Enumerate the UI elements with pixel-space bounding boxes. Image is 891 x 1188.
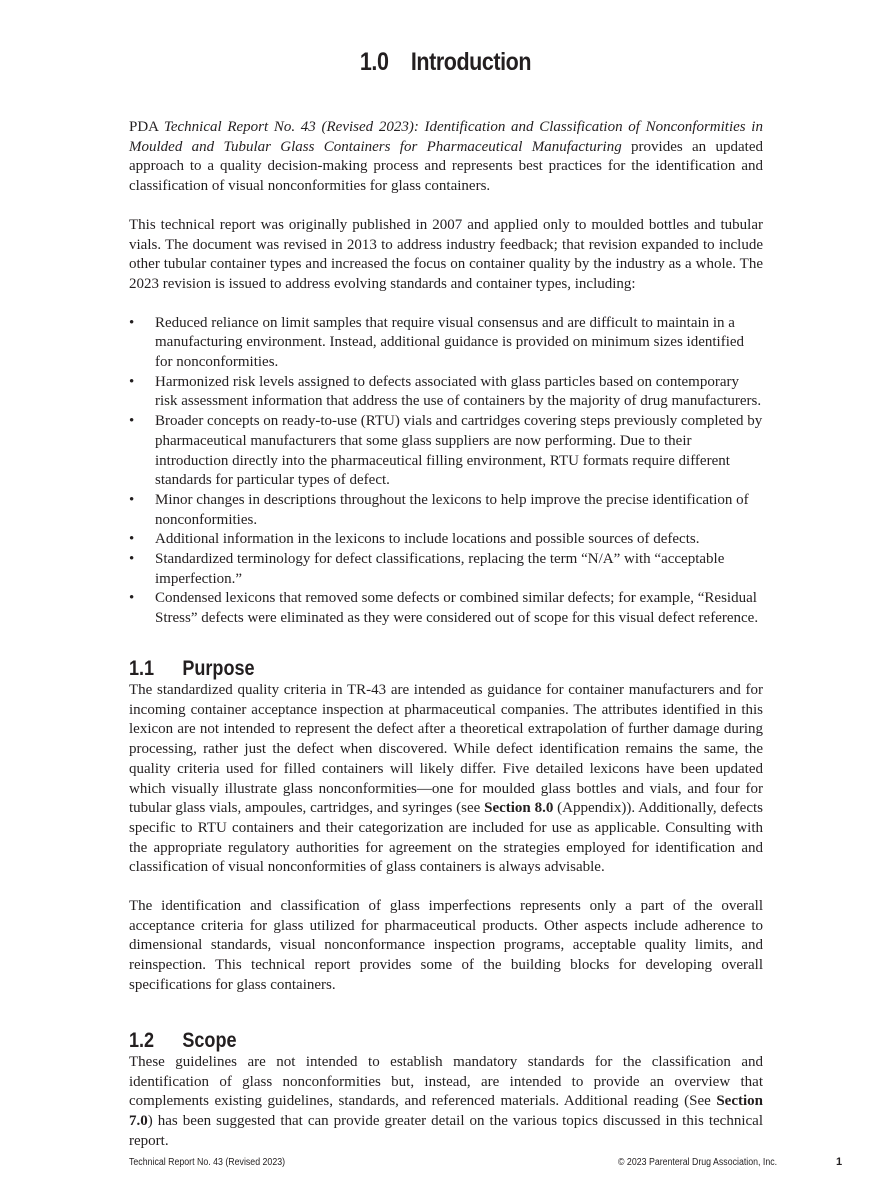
section-number: 1.0: [359, 48, 389, 76]
intro-prefix: PDA: [129, 119, 164, 135]
purpose-heading: [129, 657, 674, 681]
list-item-text: Condensed lexicons that removed some defects or combined similar defects; for example, “Residual Stress” defects were eliminated as they were considered out of scope for this visual defect reference.: [155, 590, 759, 627]
bullet-icon: •: [129, 413, 135, 430]
list-item: [129, 550, 763, 589]
section-reference-link[interactable]: Section 7.0: [129, 1093, 763, 1130]
list-item: [129, 491, 763, 530]
list-item-text: Minor changes in descriptions throughout the lexicons to help improve the precise identification of nonconformities.: [155, 491, 749, 528]
purpose-text-a: The standardized quality criteria in TR-43 are intended as guidance for container manufacturers and for incoming container acceptance inspection at pharmaceutical companies. The attributes identified in this lexicon are not intended to represent the defect after a theoretical extrapolation of further damage during processing, rather just the defect when discovered. While defect identification remains the same, the quality criteria used for filled containers will likely differ. Five detailed lexicons have been updated which visually illustrate glass nonconformities—one for moulded glass bottles and vials, and four for tubular glass vials, ampoules, cartridges, and syringes (see: [129, 682, 763, 817]
scope-heading: [129, 1029, 674, 1053]
list-item: [129, 314, 763, 373]
bullet-icon: •: [129, 551, 135, 568]
list-item-text: Broader concepts on ready-to-use (RTU) vials and cartridges covering steps previously completed by pharmaceutical manufacturers that some glass suppliers are now performing. Due to their introduction directly into the pharmaceutical filling environment, RTU formats require different standards for particular types of defect.: [155, 413, 763, 489]
footer-right: © 2023 Parenteral Drug Association, Inc.: [618, 1157, 778, 1168]
section-title: Introduction: [410, 48, 532, 76]
list-item: [129, 530, 763, 550]
list-item: [129, 412, 763, 491]
scope-block: [129, 1029, 763, 1152]
list-item-text: Standardized terminology for defect classifications, replacing the term “N/A” with “acceptable imperfection.”: [155, 551, 725, 587]
intro-rest: provides an updated approach to a quality decision-making process and represents best practices for the identification and classification of visual nonconformities for glass containers.: [129, 138, 763, 195]
purpose-paragraph-1: [129, 681, 763, 878]
purpose-block: [129, 657, 763, 996]
purpose-title: Purpose: [182, 657, 255, 680]
scope-text-b: ) has been suggested that can provide greater detail on the various topics discussed in this technical report.: [129, 1113, 763, 1149]
scope-text-a: These guidelines are not intended to establish mandatory standards for the classification and identification of glass nonconformities but, instead, are intended to provide an overview that complements existing guidelines, standards, and referenced materials. Additional reading (See: [129, 1054, 763, 1110]
bullet-icon: •: [129, 373, 135, 390]
list-item-text: Harmonized risk levels assigned to defects associated with glass particles based on contemporary risk assessment information that address the use of containers by the majority of drug manufacturers.: [155, 373, 762, 410]
bullet-icon: •: [129, 590, 135, 607]
report-title: Technical Report No. 43 (Revised 2023): Identification and Classification of Nonconformities in Moulded and Tubular Glass Containers for Pharmaceutical Manufacturing: [129, 119, 763, 155]
section-heading: [62, 48, 828, 77]
list-item-text: Reduced reliance on limit samples that require visual consensus and are difficult to maintain in a manufacturing environment. Instead, additional guidance is provided on minimum sizes identified for nonconformities.: [155, 314, 745, 371]
intro-block: [129, 118, 763, 629]
bullet-icon: •: [129, 531, 135, 548]
list-item-text: Additional information in the lexicons to include locations and possible sources of defects.: [155, 531, 700, 548]
bullet-icon: •: [129, 314, 135, 331]
scope-number: 1.2: [129, 1029, 155, 1052]
list-item: [129, 373, 763, 412]
intro-paragraph-2: This technical report was originally published in 2007 and applied only to moulded bottles and tubular vials. The document was revised in 2013 to address industry feedback; that revision expanded to include other tubular container types and increased the focus on container quality by the industry as a whole. The 2023 revision is issued to address evolving standards and container types, including:: [129, 216, 763, 292]
section-reference-link[interactable]: Section 8.0: [484, 800, 554, 817]
scope-title: Scope: [182, 1029, 237, 1052]
revision-list: [129, 314, 763, 629]
list-item: [129, 589, 763, 628]
purpose-paragraph-2: The identification and classification of glass imperfections represents only a part of the overall acceptance criteria for glass utilized for pharmaceutical products. Other aspects include adherence to dimensional standards, visual nonconformance inspection programs, acceptable quality limits, and reinspection. This technical report provides some of the building blocks for developing overall specifications for glass containers.: [129, 898, 763, 993]
purpose-text-b: (Appendix)). Additionally, defects specific to RTU containers and their categorization are included for use as applicable. Consulting with the appropriate regulatory authorities for agreement on the strategies employed for identification and classification of visual nonconformities of glass containers is always advisable.: [129, 800, 763, 876]
scope-paragraph: [129, 1053, 763, 1152]
intro-paragraph-1: [129, 118, 763, 197]
purpose-number: 1.1: [129, 657, 155, 680]
footer-left: Technical Report No. 43 (Revised 2023): [129, 1157, 286, 1168]
bullet-icon: •: [129, 491, 135, 508]
page-number: 1: [836, 1156, 843, 1168]
